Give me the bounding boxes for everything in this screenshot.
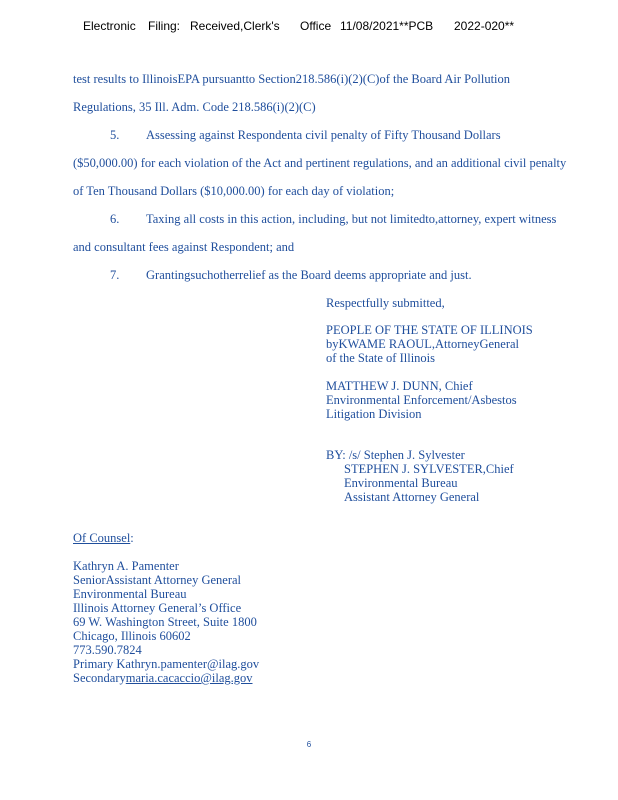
item7-line1: Grantingsuchotherrelief as the Board deems appropriate and just. xyxy=(146,268,472,282)
signature-dunn-division-2: Litigation Division xyxy=(326,407,422,421)
signature-submitted: Respectfully submitted, xyxy=(326,296,445,310)
item7-number: 7. xyxy=(110,268,120,282)
filing-header xyxy=(0,19,618,35)
item5-line2: ($50,000.00) for each violation of the Act and pertinent regulations, and an additional civil penalty xyxy=(73,156,567,170)
counsel-secondary-line xyxy=(73,671,253,685)
header-electronic: Electronic xyxy=(83,19,136,33)
signature-by-line: BY: /s/ Stephen J. Sylvester xyxy=(326,448,465,462)
signature-sylvester: STEPHEN J. SYLVESTER,Chief xyxy=(344,462,514,476)
item6-line1: Taxing all costs in this action, including, but not limitedto,attorney, expert witness xyxy=(146,212,557,226)
page-number: 6 xyxy=(306,740,312,749)
signature-bureau: Environmental Bureau xyxy=(344,476,458,490)
counsel-phone: 773.590.7824 xyxy=(73,643,142,657)
counsel-heading-colon: : xyxy=(130,531,134,545)
counsel-primary-email: Primary Kathryn.pamenter@ilag.gov xyxy=(73,657,260,671)
header-filing: Filing: xyxy=(148,19,181,33)
signature-of-state: of the State of Illinois xyxy=(326,351,436,365)
counsel-street: 69 W. Washington Street, Suite 1800 xyxy=(73,615,257,629)
counsel-name: Kathryn A. Pamenter xyxy=(73,559,179,573)
signature-people: PEOPLE OF THE STATE OF ILLINOIS xyxy=(326,323,533,337)
signature-aag: Assistant Attorney General xyxy=(344,490,480,504)
counsel-heading: Of Counsel xyxy=(73,531,131,545)
item6-number: 6. xyxy=(110,212,120,226)
counsel-bureau: Environmental Bureau xyxy=(73,587,187,601)
body-line2: Regulations, 35 Ill. Adm. Code 218.586(i)(2)(C) xyxy=(73,100,316,114)
signature-by-raoul: byKWAME RAOUL,AttorneyGeneral xyxy=(326,337,520,351)
counsel-secondary-label: Secondary xyxy=(73,671,126,685)
body-line1: test results to IllinoisEPA pursuantto Section218.586(i)(2)(C)of the Board Air Pollution xyxy=(73,72,511,86)
signature-dunn-division-1: Environmental Enforcement/Asbestos xyxy=(326,393,517,407)
header-received: Received,Clerk's xyxy=(190,19,280,33)
signature-dunn: MATTHEW J. DUNN, Chief xyxy=(326,379,473,393)
header-date: 11/08/2021**PCB xyxy=(340,19,434,33)
item5-line3: of Ten Thousand Dollars ($10,000.00) for each day of violation; xyxy=(73,184,395,198)
header-office: Office xyxy=(300,19,332,33)
counsel-office: Illinois Attorney General’s Office xyxy=(73,601,242,615)
counsel-heading-line xyxy=(73,531,134,545)
header-case: 2022-020** xyxy=(454,19,515,33)
item5-line1: Assessing against Respondenta civil penalty of Fifty Thousand Dollars xyxy=(146,128,501,142)
counsel-title: SeniorAssistant Attorney General xyxy=(73,573,242,587)
item6-line2: and consultant fees against Respondent; and xyxy=(73,240,295,254)
counsel-city: Chicago, Illinois 60602 xyxy=(73,629,191,643)
counsel-secondary-email-link[interactable]: maria.cacaccio@ilag.gov xyxy=(125,671,253,685)
item5-number: 5. xyxy=(110,128,120,142)
